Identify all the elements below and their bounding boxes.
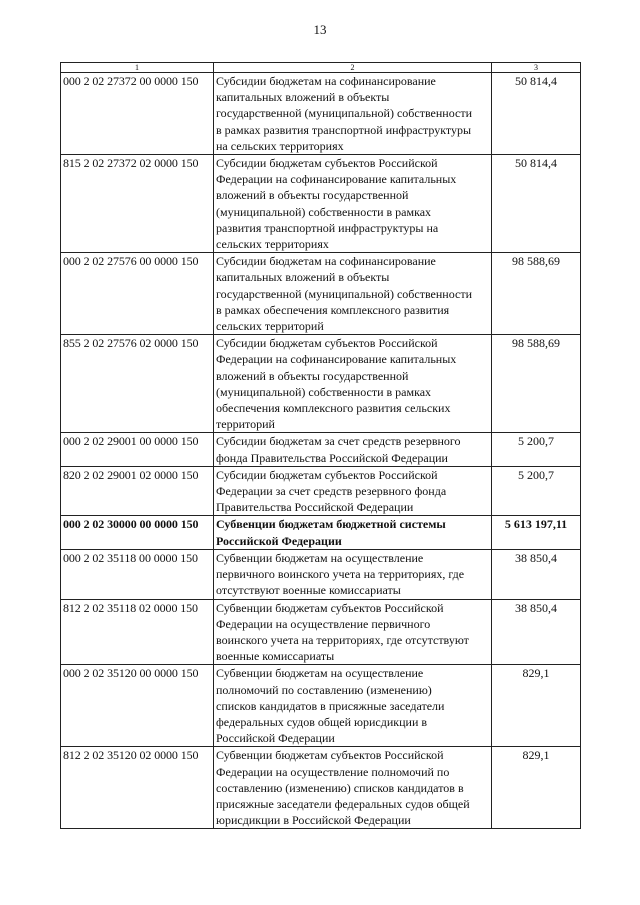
amount-value: 5 200,7	[492, 466, 581, 516]
description-line: военные комиссариаты	[216, 649, 335, 664]
description-line: юрисдикции в Российской Федерации	[216, 813, 411, 828]
description-line: сельских территориях	[216, 237, 329, 252]
description-line: Субвенции бюджетам на осуществление	[216, 550, 424, 565]
revenue-description	[214, 466, 492, 516]
description-line: Федерации за счет средств резервного фонда	[216, 484, 447, 499]
description-line: Федерации на софинансирование капитальных	[216, 352, 457, 367]
budget-classification-code: 812 2 02 35120 02 0000 150	[61, 747, 214, 829]
budget-classification-code: 000 2 02 30000 00 0000 150	[61, 516, 214, 549]
amount-value: 829,1	[492, 665, 581, 747]
budget-classification-code: 855 2 02 27576 02 0000 150	[61, 335, 214, 433]
description-line: на сельских территориях	[216, 138, 344, 153]
description-line: Субвенции бюджетам субъектов Российской	[216, 748, 444, 763]
description-line: вложений в объекты государственной	[216, 368, 409, 383]
description-line: составлению (изменению) списков кандидатов в	[216, 780, 464, 795]
description-line: (муниципальной) собственности в рамках	[216, 384, 432, 399]
column-number-1: 1	[61, 63, 214, 73]
description-line: государственной (муниципальной) собственности	[216, 106, 473, 121]
column-number-3: 3	[492, 63, 581, 73]
budget-classification-code: 000 2 02 27576 00 0000 150	[61, 253, 214, 335]
description-line: капитальных вложений в объекты	[216, 90, 390, 105]
description-line: Субсидии бюджетам на софинансирование	[216, 254, 436, 269]
revenue-description	[214, 665, 492, 747]
description-line: Субвенции бюджетам субъектов Российской	[216, 600, 444, 615]
amount-value: 50 814,4	[492, 155, 581, 253]
description-line: капитальных вложений в объекты	[216, 270, 390, 285]
revenue-description	[214, 599, 492, 665]
amount-value: 98 588,69	[492, 335, 581, 433]
description-line: первичного воинского учета на территориях, где	[216, 567, 465, 582]
revenue-description	[214, 335, 492, 433]
amount-value: 829,1	[492, 747, 581, 829]
description-line: обеспечения комплексного развития сельских	[216, 401, 451, 416]
table-row	[61, 155, 581, 253]
description-line: развития транспортной инфраструктуры на	[216, 220, 439, 235]
description-line: полномочий по составлению (изменению)	[216, 682, 432, 697]
description-line: Субсидии бюджетам за счет средств резервного	[216, 434, 461, 449]
page-number: 13	[313, 22, 327, 37]
table-row	[61, 335, 581, 433]
revenue-description	[214, 549, 492, 599]
description-line: (муниципальной) собственности в рамках	[216, 204, 432, 219]
description-line: Правительства Российской Федерации	[216, 500, 414, 515]
description-line: в рамках развития транспортной инфраструктуры	[216, 122, 472, 137]
revenue-description	[214, 253, 492, 335]
description-line: федеральных судов общей юрисдикции в	[216, 714, 428, 729]
budget-classification-code: 000 2 02 29001 00 0000 150	[61, 433, 214, 466]
amount-value: 38 850,4	[492, 599, 581, 665]
budget-classification-code: 000 2 02 35118 00 0000 150	[61, 549, 214, 599]
description-line: Субсидии бюджетам субъектов Российской	[216, 467, 438, 482]
table-row	[61, 433, 581, 466]
description-line: списков кандидатов в присяжные заседатели	[216, 698, 445, 713]
description-line: в рамках обеспечения комплексного развития	[216, 302, 450, 317]
description-line: Федерации на осуществление полномочий по	[216, 764, 450, 779]
description-line: Федерации на осуществление первичного	[216, 616, 431, 631]
description-line: Федерации на софинансирование капитальных	[216, 172, 457, 187]
table-row	[61, 747, 581, 829]
table-row	[61, 599, 581, 665]
description-line: Российской Федерации	[216, 731, 335, 746]
budget-revenue-table	[60, 62, 581, 829]
table-row	[61, 73, 581, 155]
column-number-2: 2	[214, 63, 492, 73]
revenue-description	[214, 73, 492, 155]
description-line: отсутствуют военные комиссариаты	[216, 583, 401, 598]
description-line: государственной (муниципальной) собственности	[216, 286, 473, 301]
revenue-description	[214, 747, 492, 829]
description-line: Субвенции бюджетам на осуществление	[216, 666, 424, 681]
revenue-description	[214, 516, 492, 549]
description-line: Российской Федерации	[216, 533, 342, 548]
description-line: Субсидии бюджетам субъектов Российской	[216, 156, 438, 171]
description-line: территорий	[216, 417, 275, 432]
amount-value: 5 200,7	[492, 433, 581, 466]
table-row	[61, 516, 581, 549]
amount-value: 38 850,4	[492, 549, 581, 599]
description-line: Субвенции бюджетам бюджетной системы	[216, 517, 446, 532]
description-line: Субсидии бюджетам на софинансирование	[216, 74, 436, 88]
description-line: фонда Правительства Российской Федерации	[216, 450, 448, 465]
table-row	[61, 253, 581, 335]
table-row	[61, 665, 581, 747]
column-number-row	[61, 63, 581, 73]
budget-classification-code: 000 2 02 35120 00 0000 150	[61, 665, 214, 747]
budget-classification-code: 000 2 02 27372 00 0000 150	[61, 73, 214, 155]
description-line: сельских территорий	[216, 319, 324, 334]
table-row	[61, 466, 581, 516]
amount-value: 5 613 197,11	[492, 516, 581, 549]
amount-value: 50 814,4	[492, 73, 581, 155]
budget-classification-code: 815 2 02 27372 02 0000 150	[61, 155, 214, 253]
description-line: присяжные заседатели федеральных судов общей	[216, 796, 470, 811]
description-line: воинского учета на территориях, где отсутствуют	[216, 632, 469, 647]
revenue-description	[214, 433, 492, 466]
description-line: Субсидии бюджетам субъектов Российской	[216, 336, 438, 351]
description-line: вложений в объекты государственной	[216, 188, 409, 203]
amount-value: 98 588,69	[492, 253, 581, 335]
budget-classification-code: 812 2 02 35118 02 0000 150	[61, 599, 214, 665]
revenue-description	[214, 155, 492, 253]
budget-classification-code: 820 2 02 29001 02 0000 150	[61, 466, 214, 516]
table-row	[61, 549, 581, 599]
